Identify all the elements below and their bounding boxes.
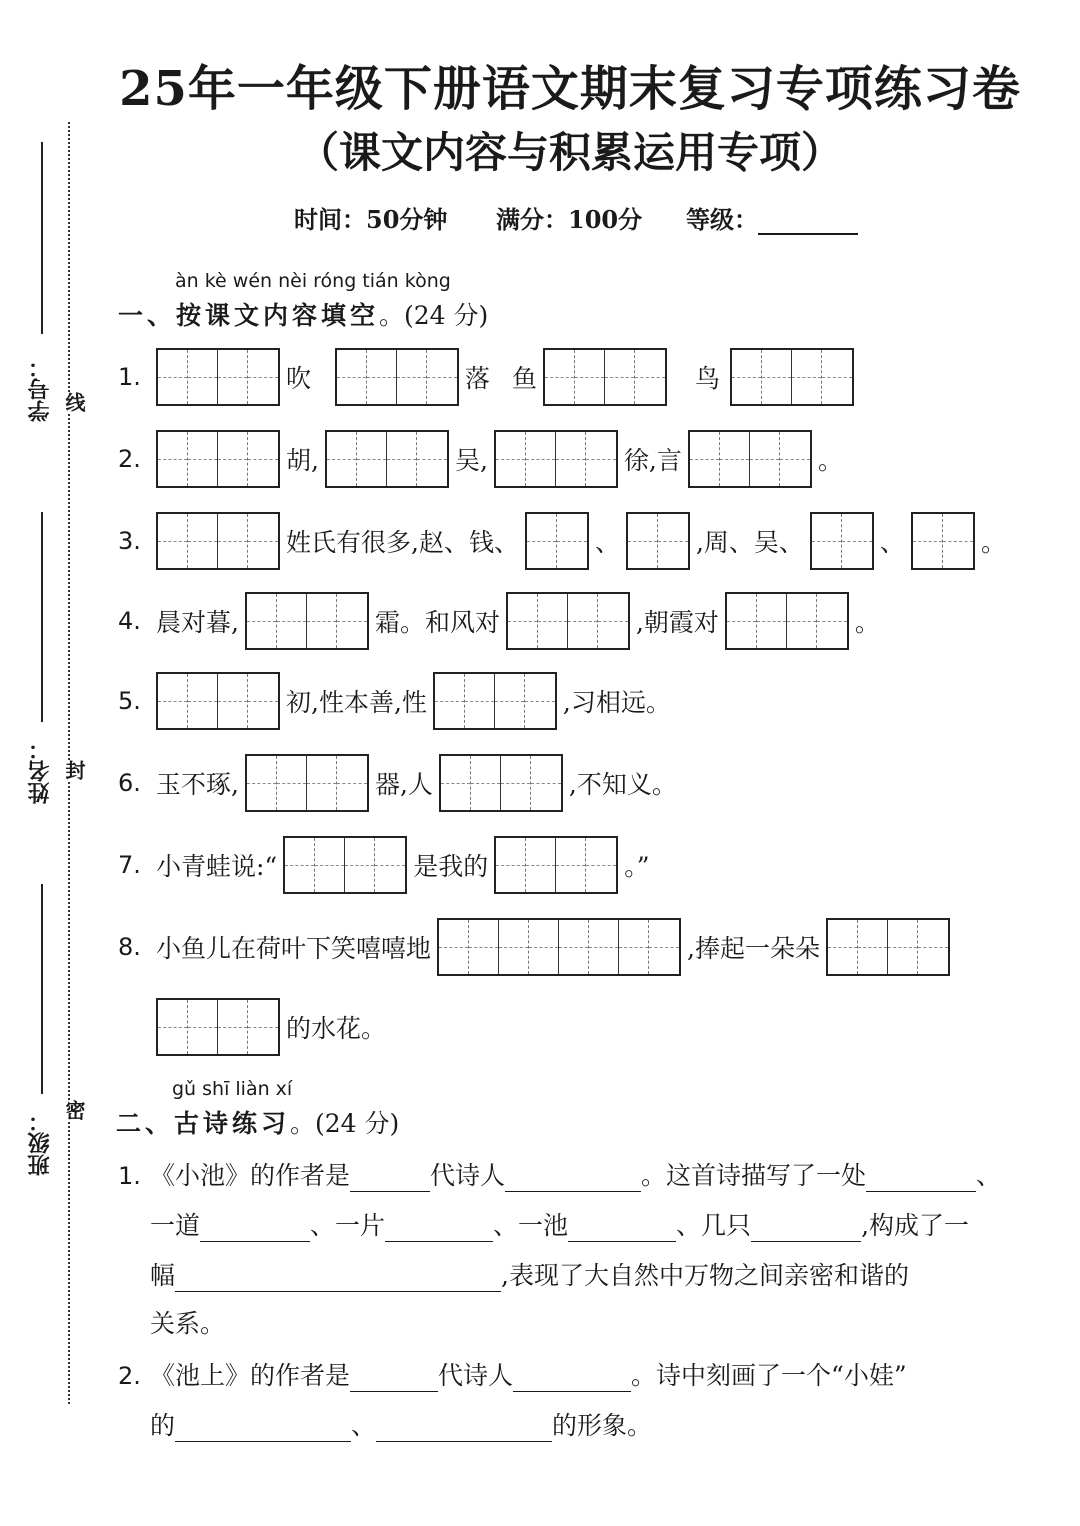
- item-text: ,周、吴、: [695, 528, 804, 557]
- tianzige-box[interactable]: [245, 754, 369, 812]
- grid-cell: [598, 594, 628, 648]
- grid-cell: [471, 756, 501, 810]
- exam-time: 时间：50分钟: [294, 205, 448, 234]
- grid-cell: [501, 756, 531, 810]
- tianzige-box[interactable]: [725, 592, 849, 650]
- tianzige-box[interactable]: [283, 836, 407, 894]
- grid-cell: [345, 838, 375, 892]
- item-text: 。: [980, 528, 1006, 557]
- page-subtitle: （课文内容与积累运用专项）: [296, 128, 843, 177]
- grid-cell: [327, 432, 357, 486]
- item-text: 徐,言: [623, 446, 682, 475]
- grid-cell: [218, 674, 248, 728]
- tianzige-box[interactable]: [730, 348, 854, 406]
- grid-cell: [337, 594, 367, 648]
- grid-cell: [158, 674, 188, 728]
- q-text: 。诗中刻画了一个“小娃”: [631, 1361, 907, 1390]
- name-line: [41, 512, 43, 722]
- tianzige-box[interactable]: [626, 512, 690, 570]
- grid-cell: [589, 920, 619, 974]
- grid-cell: [762, 350, 792, 404]
- s1-item-4: [118, 590, 886, 652]
- item-number: 5.: [118, 687, 141, 715]
- item-text: ,捧起一朵朵: [687, 934, 820, 963]
- grid-cell: [158, 432, 188, 486]
- item-text: 是我的: [413, 852, 489, 881]
- grid-cell: [387, 432, 417, 486]
- answer-blank[interactable]: [385, 1215, 493, 1242]
- grid-cell: [586, 838, 616, 892]
- grid-cell: [619, 920, 649, 974]
- item-text: 玉不琢,: [156, 770, 239, 799]
- grid-cell: [557, 514, 587, 568]
- grid-cell: [337, 756, 367, 810]
- section1-points: 。(24 分): [379, 301, 489, 330]
- grid-cell: [248, 514, 278, 568]
- tianzige-box[interactable]: [911, 512, 975, 570]
- s1-item-5: [118, 670, 677, 732]
- item-number: 2.: [118, 445, 141, 473]
- tianzige-box[interactable]: [335, 348, 459, 406]
- grid-cell: [469, 920, 499, 974]
- grid-cell: [357, 432, 387, 486]
- tianzige-box[interactable]: [325, 430, 449, 488]
- grade-blank[interactable]: [758, 209, 858, 235]
- q-text: 。这首诗描写了一处: [641, 1161, 867, 1190]
- grid-cell: [188, 432, 218, 486]
- item-text: 器,人: [374, 770, 433, 799]
- grid-cell: [858, 920, 888, 974]
- q-text: 的: [150, 1411, 176, 1440]
- grid-cell: [727, 594, 757, 648]
- grid-cell: [218, 432, 248, 486]
- grade-label: 等级：: [686, 205, 758, 234]
- grid-cell: [188, 350, 218, 404]
- tianzige-box[interactable]: [245, 592, 369, 650]
- grid-cell: [337, 350, 367, 404]
- section2-points: 。(24 分): [290, 1109, 400, 1138]
- section1-title: 一、按课文内容填空: [118, 301, 380, 330]
- tianzige-box[interactable]: [494, 836, 618, 894]
- answer-blank[interactable]: [751, 1215, 861, 1242]
- grid-cell: [538, 594, 568, 648]
- q-number: 2.: [118, 1362, 141, 1390]
- grid-cell: [527, 514, 557, 568]
- s2-q2-line2: [150, 1406, 652, 1442]
- grid-cell: [248, 1000, 278, 1054]
- grid-cell: [158, 1000, 188, 1054]
- grid-cell: [828, 920, 858, 974]
- tianzige-box[interactable]: [439, 754, 563, 812]
- item-text: 。”: [624, 852, 650, 881]
- grid-cell: [787, 594, 817, 648]
- grid-cell: [658, 514, 688, 568]
- grid-cell: [427, 350, 457, 404]
- grid-cell: [496, 432, 526, 486]
- grid-cell: [375, 838, 405, 892]
- q-text: 代诗人: [430, 1161, 506, 1190]
- q-text: 的形象。: [552, 1411, 653, 1440]
- s2-q1-line1: [118, 1156, 1001, 1192]
- q-text: 、: [976, 1161, 1002, 1190]
- grid-cell: [247, 756, 277, 810]
- grid-cell: [750, 432, 780, 486]
- s1-item-6: [118, 752, 683, 814]
- grid-cell: [525, 674, 555, 728]
- grid-cell: [526, 432, 556, 486]
- tianzige-box[interactable]: [156, 430, 280, 488]
- exam-full-score: 满分：100分: [496, 205, 643, 234]
- grid-cell: [307, 594, 337, 648]
- class-label: 班级：: [27, 1110, 53, 1176]
- grid-cell: [605, 350, 635, 404]
- grid-cell: [248, 432, 278, 486]
- grid-cell: [888, 920, 918, 974]
- section2-title: 二、古诗练习: [116, 1109, 291, 1138]
- answer-blank[interactable]: [175, 1265, 501, 1292]
- grid-cell: [441, 756, 471, 810]
- grid-cell: [792, 350, 822, 404]
- grid-cell: [690, 432, 720, 486]
- grid-cell: [285, 838, 315, 892]
- grid-cell: [757, 594, 787, 648]
- item-text: 落: [465, 364, 491, 393]
- q-text: 、几只: [676, 1211, 752, 1240]
- answer-blank[interactable]: [866, 1165, 976, 1192]
- item-text: 胡,: [286, 446, 319, 475]
- item-text: 鱼: [512, 364, 538, 393]
- grid-cell: [435, 674, 465, 728]
- item-text: 姓氏有很多,赵、钱、: [286, 528, 519, 557]
- item-text: 小鱼儿在荷叶下笑嘻嘻地: [156, 934, 432, 963]
- item-text: 初,性本善,性: [286, 688, 427, 717]
- grid-cell: [568, 594, 598, 648]
- q-text: 代诗人: [438, 1361, 514, 1390]
- item-text: 鸟: [695, 364, 721, 393]
- item-text: 晨对暮,: [156, 608, 239, 637]
- grid-cell: [720, 432, 750, 486]
- q-text: 、: [351, 1411, 377, 1440]
- q-text: 《池上》的作者是: [150, 1361, 351, 1390]
- tianzige-box[interactable]: [494, 430, 618, 488]
- s2-q1-line3: [150, 1256, 909, 1292]
- grid-cell: [732, 350, 762, 404]
- answer-blank[interactable]: [200, 1215, 310, 1242]
- item-number: 4.: [118, 607, 141, 635]
- item-number: 6.: [118, 769, 141, 797]
- grid-cell: [556, 838, 586, 892]
- grid-cell: [248, 350, 278, 404]
- grid-cell: [780, 432, 810, 486]
- item-number: 3.: [118, 527, 141, 555]
- q-text: 一道: [150, 1211, 201, 1240]
- s1-item-8-cont: [156, 996, 392, 1058]
- item-text: 。: [854, 608, 880, 637]
- page-title: 25年一年级下册语文期末复习专项练习卷: [119, 61, 1021, 117]
- student-no-label: 学号：: [27, 356, 53, 422]
- answer-blank[interactable]: [175, 1415, 351, 1442]
- item-text: 吴,: [454, 446, 488, 475]
- grid-cell: [822, 350, 852, 404]
- tianzige-box[interactable]: [437, 918, 681, 976]
- tianzige-box[interactable]: [506, 592, 630, 650]
- grid-cell: [812, 514, 842, 568]
- grid-cell: [508, 594, 538, 648]
- answer-blank[interactable]: [513, 1365, 631, 1392]
- grid-cell: [913, 514, 943, 568]
- s1-item-8: [118, 916, 950, 978]
- seal-mi-char: 密: [60, 1100, 89, 1120]
- grid-cell: [817, 594, 847, 648]
- answer-blank[interactable]: [568, 1215, 676, 1242]
- tianzige-box[interactable]: [543, 348, 667, 406]
- section2-pinyin: gǔ shī liàn xí: [172, 1078, 293, 1100]
- tianzige-box[interactable]: [156, 998, 280, 1056]
- item-text: 的水花。: [286, 1014, 387, 1043]
- section1-pinyin: àn kè wén nèi róng tián kòng: [175, 270, 451, 292]
- q-number: 1.: [118, 1162, 141, 1190]
- grid-cell: [649, 920, 679, 974]
- item-text: 。: [817, 446, 843, 475]
- tianzige-box[interactable]: [810, 512, 874, 570]
- s2-q1-line4: 关系。: [150, 1309, 226, 1338]
- s2-q2-line1: [118, 1356, 907, 1392]
- grid-cell: [529, 920, 559, 974]
- grid-cell: [531, 756, 561, 810]
- grid-cell: [315, 838, 345, 892]
- q-text: ,构成了一: [861, 1211, 970, 1240]
- grid-cell: [496, 838, 526, 892]
- item-text: ,不知义。: [568, 770, 677, 799]
- grid-cell: [188, 1000, 218, 1054]
- s1-item-1: [118, 346, 854, 408]
- item-text: 霜。和风对: [374, 608, 500, 637]
- grid-cell: [556, 432, 586, 486]
- seal-feng-char: 封: [60, 760, 89, 780]
- item-number: 7.: [118, 851, 141, 879]
- grid-cell: [628, 514, 658, 568]
- exam-grade: [686, 200, 858, 235]
- seal-line-char: 线: [60, 392, 89, 412]
- grid-cell: [439, 920, 469, 974]
- grid-cell: [277, 756, 307, 810]
- section1-heading: [118, 296, 488, 332]
- grid-cell: [277, 594, 307, 648]
- s1-item-7: [118, 834, 656, 896]
- grid-cell: [248, 674, 278, 728]
- s2-q1-line2: [150, 1206, 969, 1242]
- grid-cell: [188, 514, 218, 568]
- grid-cell: [635, 350, 665, 404]
- answer-blank[interactable]: [505, 1165, 641, 1192]
- grid-cell: [465, 674, 495, 728]
- class-line: [41, 884, 43, 1094]
- tianzige-box[interactable]: [525, 512, 589, 570]
- tianzige-box[interactable]: [688, 430, 812, 488]
- item-text: 吹: [286, 364, 312, 393]
- q-text: 、一池: [493, 1211, 569, 1240]
- q-text: ,表现了大自然中万物之间亲密和谐的: [501, 1261, 909, 1290]
- tianzige-box[interactable]: [156, 672, 280, 730]
- grid-cell: [307, 756, 337, 810]
- grid-cell: [218, 514, 248, 568]
- grid-cell: [247, 594, 277, 648]
- section2-heading: [116, 1104, 399, 1140]
- item-number: 1.: [118, 363, 141, 391]
- tianzige-box[interactable]: [826, 918, 950, 976]
- answer-blank[interactable]: [350, 1165, 430, 1192]
- grid-cell: [495, 674, 525, 728]
- answer-blank[interactable]: [350, 1365, 438, 1392]
- grid-cell: [218, 350, 248, 404]
- name-label: 姓名：: [27, 738, 53, 804]
- grid-cell: [545, 350, 575, 404]
- grid-cell: [918, 920, 948, 974]
- grid-cell: [367, 350, 397, 404]
- grid-cell: [575, 350, 605, 404]
- grid-cell: [943, 514, 973, 568]
- item-text: 、: [594, 528, 620, 557]
- answer-blank[interactable]: [376, 1415, 552, 1442]
- grid-cell: [586, 432, 616, 486]
- item-text: 小青蛙说:“: [156, 852, 278, 881]
- grid-cell: [158, 350, 188, 404]
- grid-cell: [417, 432, 447, 486]
- item-text: ,习相远。: [562, 688, 671, 717]
- grid-cell: [559, 920, 589, 974]
- item-text: 、: [879, 528, 905, 557]
- grid-cell: [188, 674, 218, 728]
- s1-item-2: [118, 428, 849, 490]
- q-text: 、一片: [310, 1211, 386, 1240]
- s1-item-3: [118, 510, 1012, 572]
- grid-cell: [397, 350, 427, 404]
- item-number: 8.: [118, 933, 141, 961]
- grid-cell: [526, 838, 556, 892]
- tianzige-box[interactable]: [156, 348, 280, 406]
- q-text: 幅: [150, 1261, 176, 1290]
- grid-cell: [158, 514, 188, 568]
- tianzige-box[interactable]: [156, 512, 280, 570]
- grid-cell: [842, 514, 872, 568]
- item-text: ,朝霞对: [635, 608, 719, 637]
- tianzige-box[interactable]: [433, 672, 557, 730]
- q-text: 《小池》的作者是: [150, 1161, 351, 1190]
- grid-cell: [499, 920, 529, 974]
- grid-cell: [218, 1000, 248, 1054]
